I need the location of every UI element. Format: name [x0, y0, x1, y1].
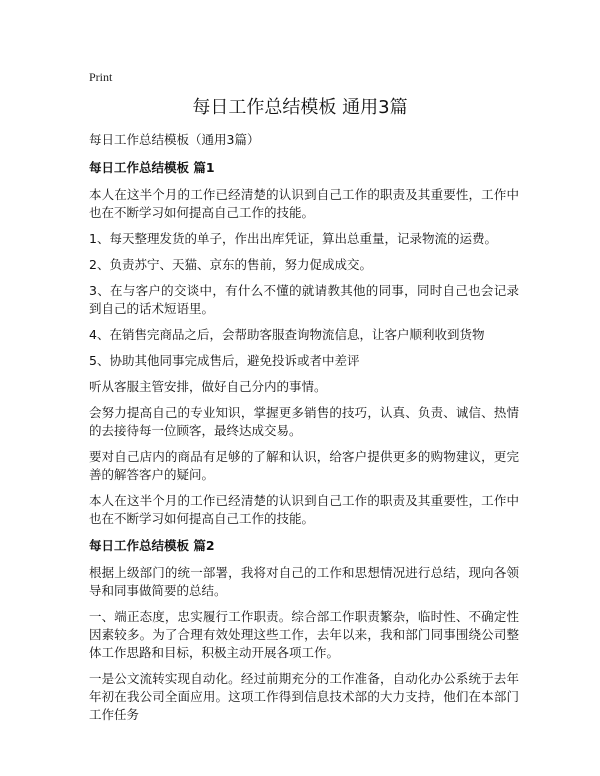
paragraph: 本人在这半个月的工作已经清楚的认识到自己工作的职责及其重要性，工作中也在不断学习如何提高自己工作的技能。	[89, 187, 519, 220]
paragraph: 根据上级部门的统一部署，我将对自己的工作和思想情况进行总结，现向各领导和同事做简要的总结。	[89, 565, 519, 598]
paragraph: 3、在与客户的交谈中，有什么不懂的就请教其他的同事，同时自己也会记录到自己的话术短语里。	[89, 283, 519, 316]
paragraph: 一、端正态度，忠实履行工作职责。综合部工作职责繁杂，临时性、不确定性因素较多。为了合理有效处理这些工作，去年以来，我和部门同事围绕公司整体工作思路和目标，积极主动开展各项工作。	[89, 609, 519, 660]
paragraph: 4、在销售完商品之后，会帮助客服查询物流信息，让客户顺利收到货物	[89, 327, 485, 342]
paragraph: 会努力提高自己的专业知识，掌握更多销售的技巧，认真、负责、诚信、热情的去接待每一位顾客，最终达成交易。	[89, 405, 519, 438]
document-title: 每日工作总结模板 通用3篇	[192, 97, 408, 118]
document-subtitle: 每日工作总结模板（通用3篇）	[89, 132, 260, 147]
section-heading-2: 每日工作总结模板 篇2	[89, 538, 215, 553]
document-body	[89, 130, 519, 732]
paragraph: 听从客服主管安排，做好自己分内的事情。	[89, 379, 327, 394]
paragraph: 1、每天整理发货的单子，作出出库凭证，算出总重量，记录物流的运费。	[89, 231, 497, 246]
paragraph: 2、负责苏宁、天猫、京东的售前，努力促成成交。	[89, 257, 372, 272]
section-heading-1: 每日工作总结模板 篇1	[89, 160, 215, 175]
paragraph: 本人在这半个月的工作已经清楚的认识到自己工作的职责及其重要性，工作中也在不断学习如何提高自己工作的技能。	[89, 493, 519, 526]
paragraph: 5、协助其他同事完成售后，避免投诉或者中差评	[89, 353, 360, 368]
paragraph: 要对自己店内的商品有足够的了解和认识，给客户提供更多的购物建议，更完善的解答客户的疑问。	[89, 449, 519, 482]
paragraph: 一是公文流转实现自动化。经过前期充分的工作准备，自动化办公系统于去年年初在我公司全面应用。这项工作得到信息技术部的大力支持，他们在本部门工作任务	[89, 671, 519, 722]
print-link[interactable]: Print	[89, 70, 113, 84]
